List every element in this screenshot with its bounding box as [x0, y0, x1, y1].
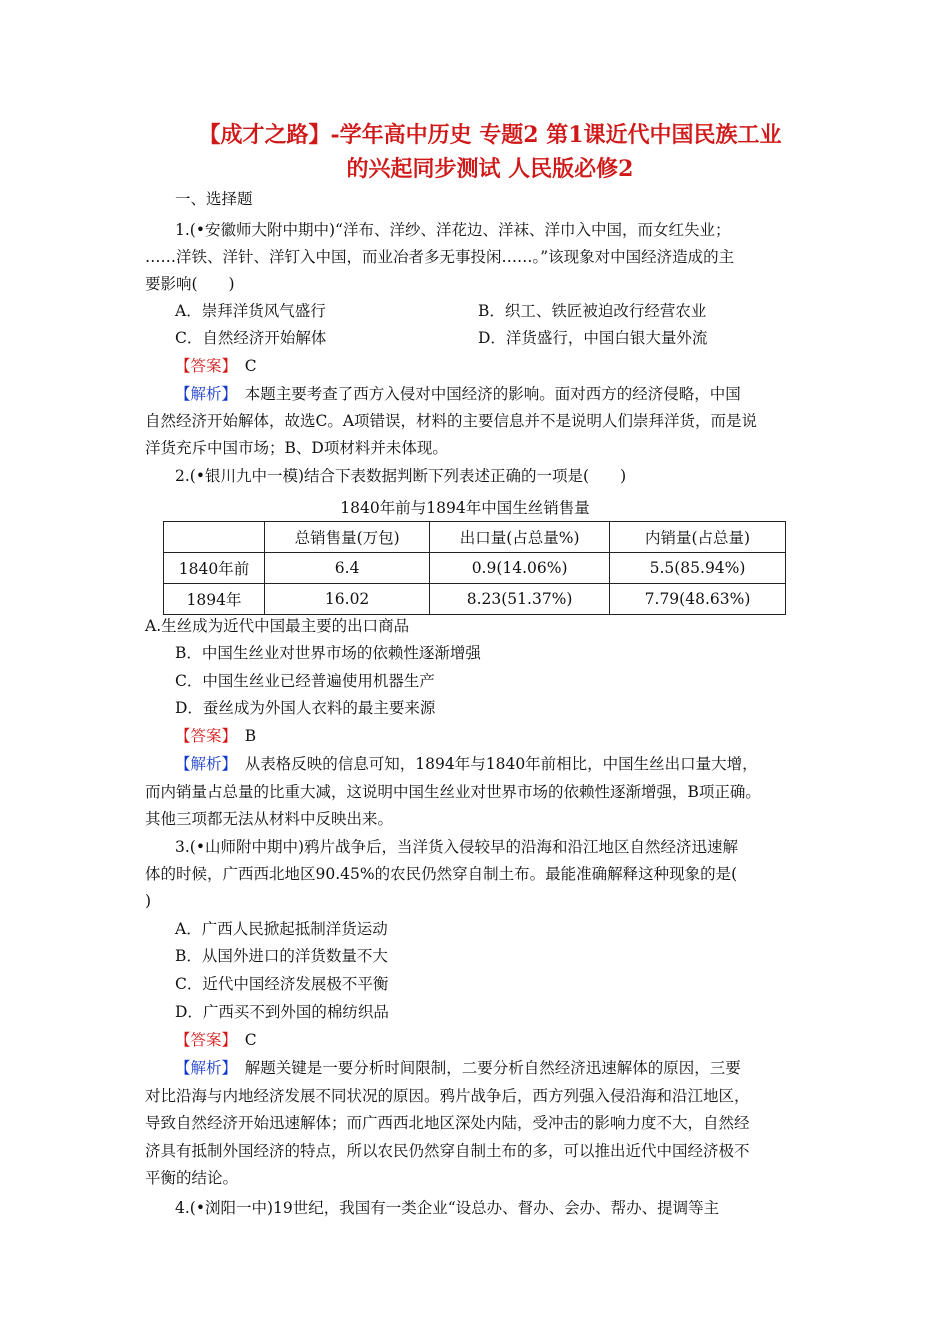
q1-option-a: A．崇拜洋货风气盛行 — [175, 302, 326, 320]
q1-option-b: B．织工、铁匠被迫改行经营农业 — [478, 302, 707, 320]
section-heading: 一、选择题 — [175, 190, 253, 208]
table-caption: 1840年前与1894年中国生丝销售量 — [340, 499, 590, 517]
q1-answer-value: C — [244, 357, 257, 375]
q2-answer-value: B — [244, 727, 257, 745]
table-cell: 7.79(48.63%) — [610, 584, 786, 615]
table-cell: 16.02 — [265, 584, 430, 615]
q3-stem-line-2: 体的时候，广西西北地区90.45%的农民仍然穿自制土布。最能准确解释这种现象的是( — [145, 865, 738, 883]
explanation-tag: 【解析】 — [175, 755, 230, 773]
answer-tag: 【答案】 — [175, 357, 230, 375]
q3-stem-line-3: ) — [145, 892, 152, 910]
table-cell: 1894年 — [164, 584, 265, 615]
q3-answer-value: C — [244, 1031, 257, 1049]
q3-option-a: A．广西人民掀起抵制洋货运动 — [175, 920, 388, 938]
q2-explanation-line-1: 【解析】 从表格反映的信息可知，1894年与1840年前相比，中国生丝出口量大增， — [175, 755, 758, 773]
q1-explanation-line-1: 【解析】 本题主要考查了西方入侵对中国经济的影响。面对西方的经济侵略，中国 — [175, 385, 741, 403]
q1-stem-line-1: 1.(•安徽师大附中期中)“洋布、洋纱、洋花边、洋袜、洋巾入中国，而女红失业； — [175, 221, 731, 239]
answer-tag: 【答案】 — [175, 1031, 230, 1049]
q2-option-a: A.生丝成为近代中国最主要的出口商品 — [145, 617, 410, 635]
q2-option-d: D．蚕丝成为外国人衣料的最主要来源 — [175, 699, 436, 717]
q3-explanation-line-5: 平衡的结论。 — [145, 1169, 239, 1187]
q2-explanation-line-2: 而内销量占总量的比重大减，这说明中国生丝业对世界市场的依赖性逐渐增强，B项正确。 — [145, 783, 761, 801]
q1-option-c: C．自然经济开始解体 — [175, 329, 327, 347]
silk-sales-table — [163, 521, 786, 615]
q2-stem: 2.(•银川九中一模)结合下表数据判断下列表述正确的一项是( ) — [175, 467, 627, 485]
explanation-tag: 【解析】 — [175, 385, 230, 403]
q1-stem-line-2: ……洋铁、洋针、洋钉入中国，而业冶者多无事投闲……。”该现象对中国经济造成的主 — [145, 248, 735, 266]
q3-stem-line-1: 3.(•山师附中期中)鸦片战争后，当洋货入侵较早的沿海和沿江地区自然经济迅速解 — [175, 838, 739, 856]
q4-stem-line-1: 4.(•浏阳一中)19世纪，我国有一类企业“设总办、督办、会办、帮办、提调等主 — [175, 1199, 720, 1217]
q3-answer — [175, 1030, 845, 1050]
q1-answer — [175, 356, 845, 376]
table-header-cell: 总销售量(万包) — [265, 522, 430, 553]
q1-explanation-line-3: 洋货充斥中国市场；B、D项材料并未体现。 — [145, 439, 448, 457]
table-cell: 0.9(14.06%) — [430, 553, 610, 584]
table-cell: 1840年前 — [164, 553, 265, 584]
table-header-row — [164, 522, 786, 553]
q3-option-d: D．广西买不到外国的棉纺织品 — [175, 1003, 389, 1021]
document-title-line-2: 的兴起同步测试 人民版必修2 — [346, 156, 634, 182]
table-cell: 5.5(85.94%) — [610, 553, 786, 584]
q3-explanation-line-3: 导致自然经济开始迅速解体；而广西西北地区深处内陆，受冲击的影响力度不大，自然经 — [145, 1114, 750, 1132]
q3-explanation-line-1: 【解析】 解题关键是一要分析时间限制，二要分析自然经济迅速解体的原因，三要 — [175, 1059, 741, 1077]
table-cell: 8.23(51.37%) — [430, 584, 610, 615]
table-row — [164, 584, 786, 615]
q2-option-c: C．中国生丝业已经普遍使用机器生产 — [175, 672, 435, 690]
q1-explanation-line-2: 自然经济开始解体，故选C。A项错误，材料的主要信息并不是说明人们崇拜洋货，而是说 — [145, 412, 758, 430]
q3-option-b: B．从国外进口的洋货数量不大 — [175, 947, 388, 965]
table-header-cell: 出口量(占总量%) — [430, 522, 610, 553]
q1-option-d: D．洋货盛行，中国白银大量外流 — [478, 329, 708, 347]
table-row — [164, 553, 786, 584]
document-title-line-1: 【成才之路】-学年高中历史 专题2 第1课近代中国民族工业 — [198, 122, 782, 148]
q3-option-c: C．近代中国经济发展极不平衡 — [175, 975, 389, 993]
q2-option-b: B．中国生丝业对世界市场的依赖性逐渐增强 — [175, 644, 481, 662]
q3-explanation-line-4: 济具有抵制外国经济的特点，所以农民仍然穿自制土布的多，可以推出近代中国经济极不 — [145, 1142, 750, 1160]
table-cell: 6.4 — [265, 553, 430, 584]
table-header-cell: 内销量(占总量) — [610, 522, 786, 553]
q3-explanation-line-2: 对比沿海与内地经济发展不同状况的原因。鸦片战争后，西方列强入侵沿海和沿江地区， — [145, 1087, 750, 1105]
q2-answer — [175, 726, 845, 746]
q2-explanation-line-3: 其他三项都无法从材料中反映出来。 — [145, 810, 394, 828]
table-header-cell — [164, 522, 265, 553]
answer-tag: 【答案】 — [175, 727, 230, 745]
explanation-tag: 【解析】 — [175, 1059, 230, 1077]
q1-stem-line-3: 要影响( ) — [145, 275, 235, 293]
